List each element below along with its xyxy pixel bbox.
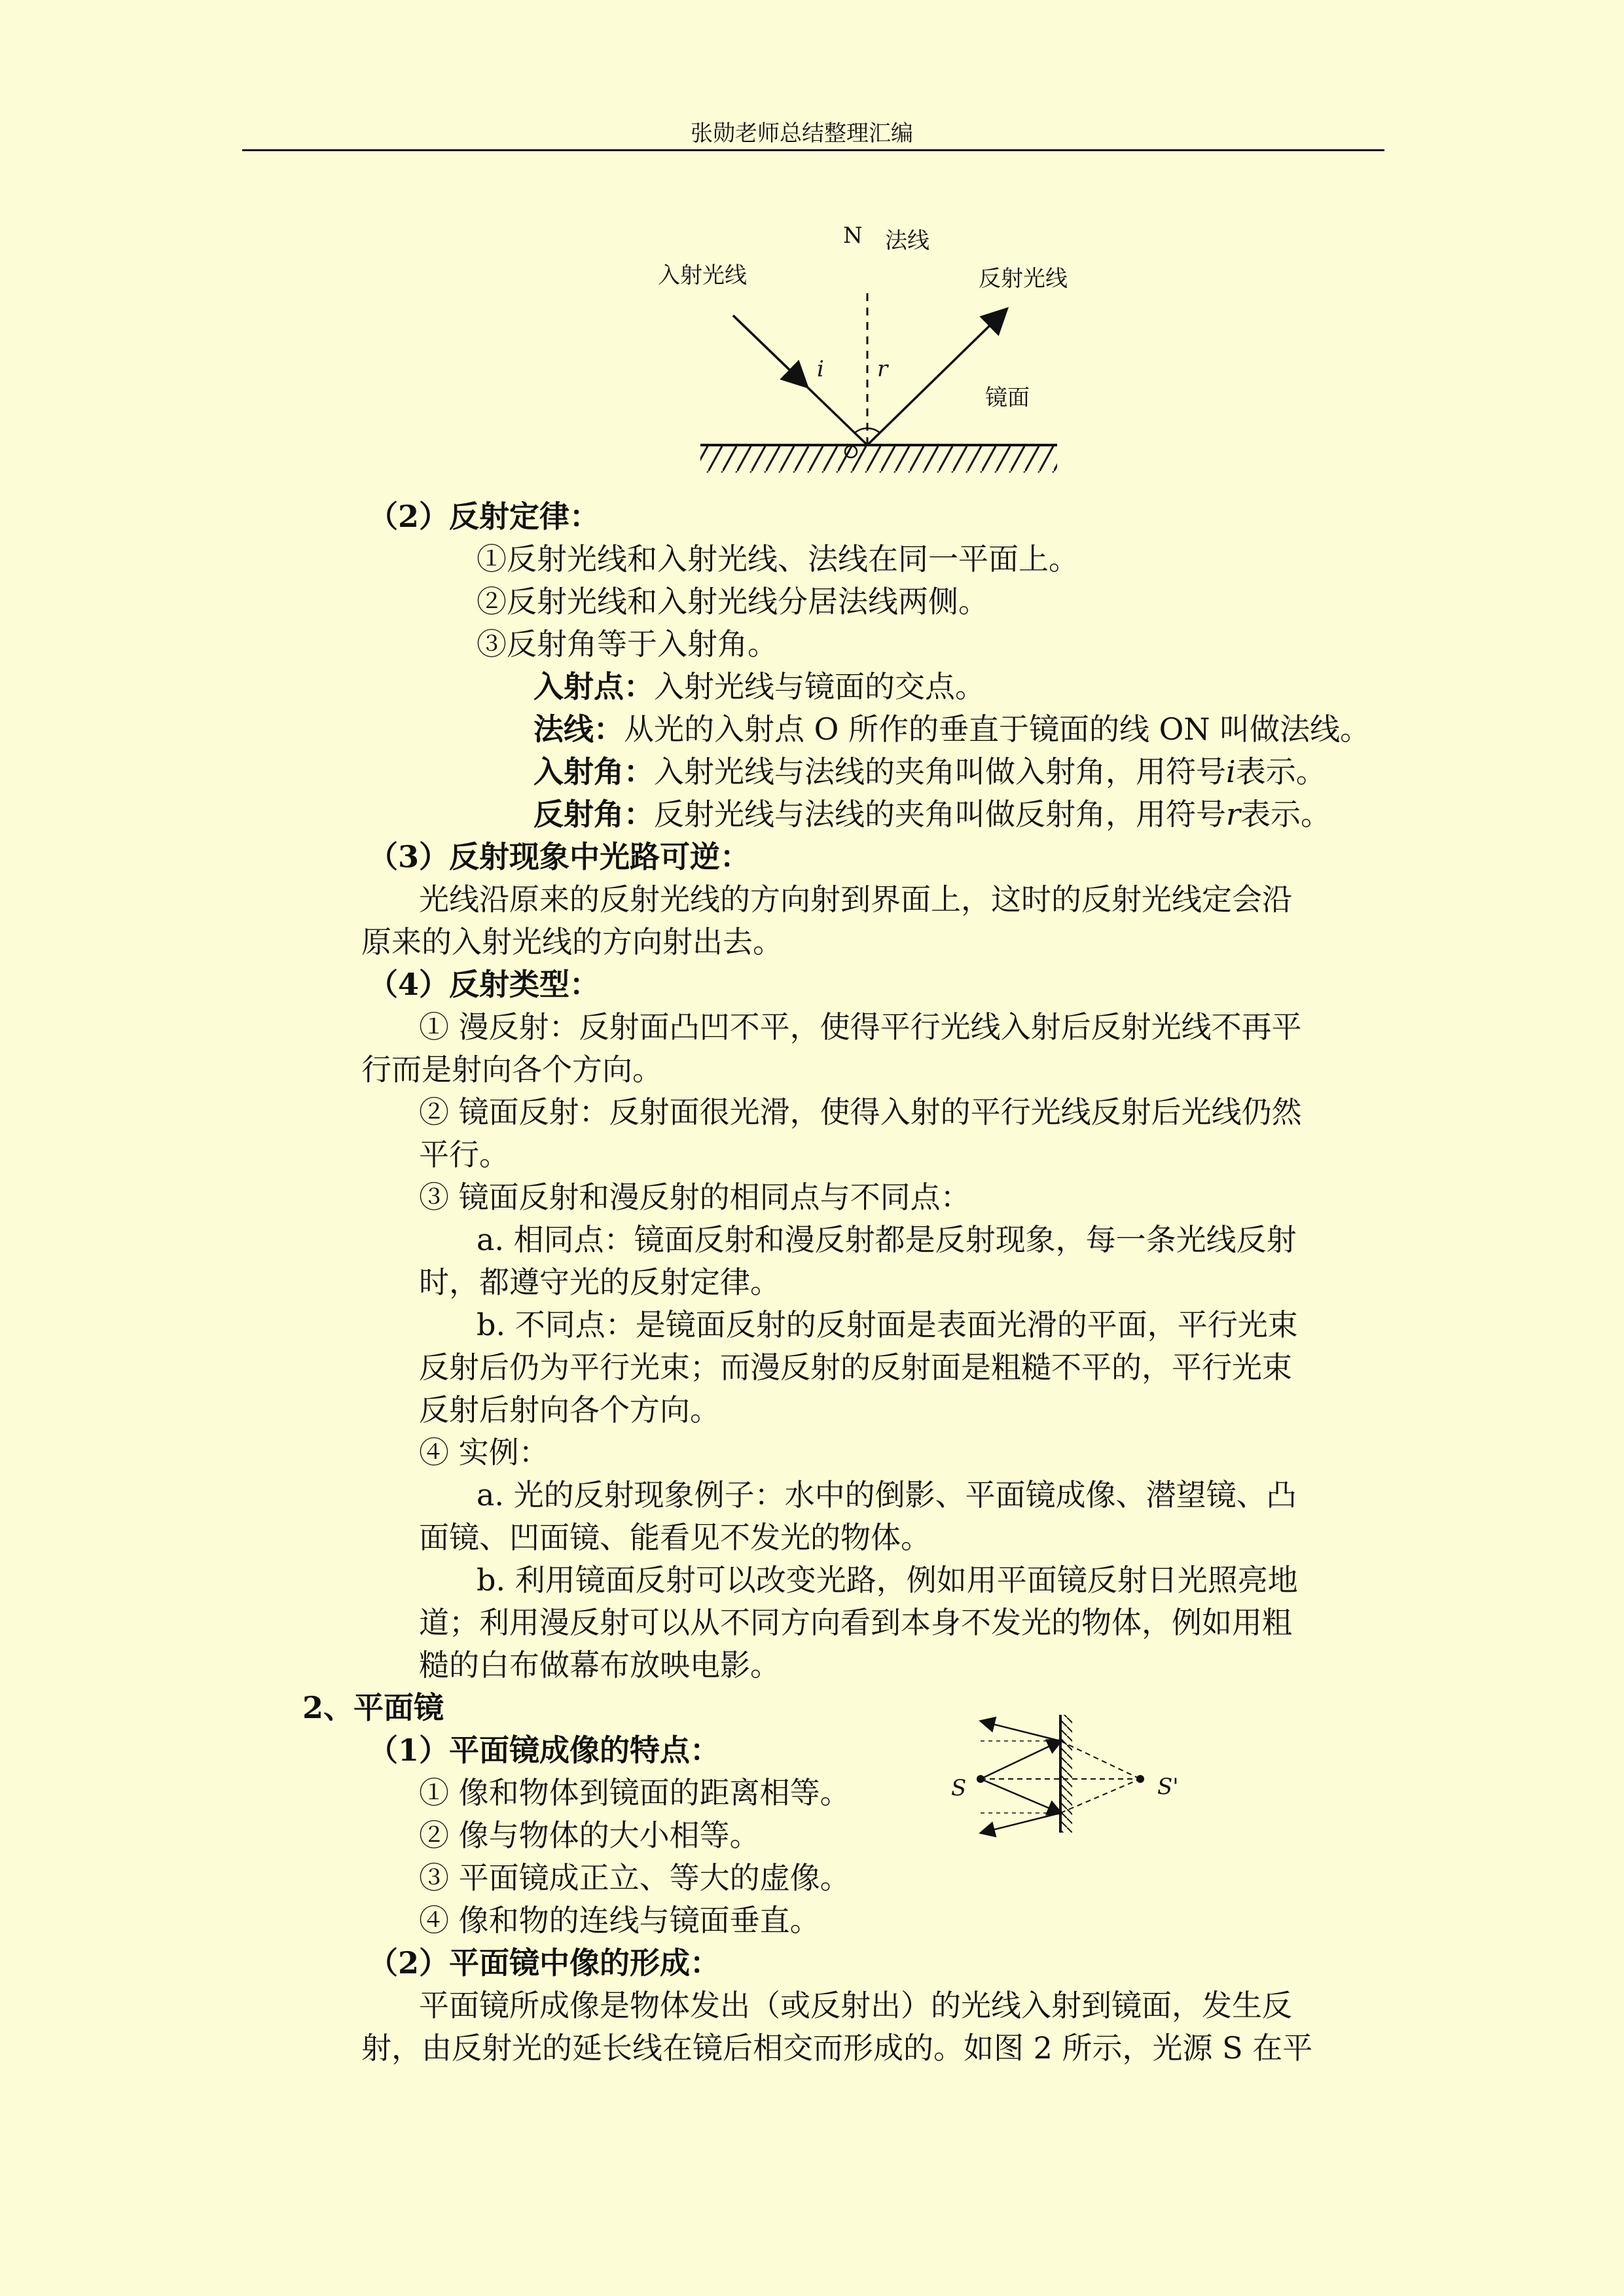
incident-ray-label: 入射光线 bbox=[658, 262, 747, 289]
angle-arc bbox=[854, 428, 880, 433]
extension-bottom bbox=[1060, 1779, 1140, 1813]
feature-4: ④ 像和物的连线与镜面垂直。 bbox=[419, 1903, 820, 1938]
mirror-label: 镜面 bbox=[985, 385, 1030, 411]
plane-mirror-line-1: 平面镜所成像是物体发出（或反射出）的光线入射到镜面，发生反 bbox=[419, 1988, 1292, 2023]
normal-label: N bbox=[843, 223, 863, 249]
law-2: ②反射光线和入射光线分居法线两侧。 bbox=[477, 584, 988, 619]
sec4-line: 道；利用漫反射可以从不同方向看到本身不发光的物体，例如用粗 bbox=[419, 1605, 1292, 1640]
angle-r-label: r bbox=[877, 356, 888, 382]
ray-out-top bbox=[982, 1721, 1060, 1741]
sec4-line: 糙的白布做幕布放映电影。 bbox=[419, 1647, 780, 1683]
ray-in-bottom bbox=[981, 1779, 1060, 1813]
reflected-ray-label: 反射光线 bbox=[979, 266, 1068, 292]
header-rule bbox=[242, 149, 1384, 151]
angle-i-label: i bbox=[817, 356, 824, 382]
sec4-line: ④ 实例： bbox=[419, 1435, 549, 1470]
sec4-line: 平行。 bbox=[419, 1137, 509, 1172]
law-3: ③反射角等于入射角。 bbox=[477, 626, 778, 662]
feature-2: ② 像与物体的大小相等。 bbox=[419, 1818, 760, 1853]
plane-mirror-diagram bbox=[975, 1708, 1159, 1839]
image-point bbox=[1136, 1775, 1144, 1783]
source-label: S bbox=[951, 1775, 967, 1801]
plane-mirror-hatch bbox=[1062, 1715, 1072, 1833]
def-reflection-angle: 反射角：反射光线与法线的夹角叫做反射角，用符号r表示。 bbox=[533, 797, 1331, 832]
normal-text: 法线 bbox=[885, 228, 929, 254]
plane-mirror-heading: 2、平面镜 bbox=[302, 1690, 444, 1725]
plane-mirror-line-2: 射，由反射光的延长线在镜后相交而形成的。如图 2 所示，光源 S 在平 bbox=[361, 2030, 1313, 2066]
sec4-line: ① 漫反射：反射面凸凹不平，使得平行光线入射后反射光线不再平 bbox=[419, 1009, 1302, 1045]
section-2-heading: （2）反射定律： bbox=[368, 499, 600, 534]
section-3-heading: （3）反射现象中光路可逆： bbox=[368, 839, 751, 874]
page-header-title: 张勋老师总结整理汇编 bbox=[691, 120, 913, 147]
ray-out-bottom bbox=[982, 1813, 1060, 1833]
reflected-ray bbox=[867, 311, 1005, 445]
sec4-line: ③ 镜面反射和漫反射的相同点与不同点： bbox=[419, 1179, 971, 1215]
sec4-line: 行而是射向各个方向。 bbox=[361, 1052, 662, 1087]
law-1: ①反射光线和入射光线、法线在同一平面上。 bbox=[477, 541, 1079, 577]
sec4-line: a. 光的反射现象例子：水中的倒影、平面镜成像、潜望镜、凸 bbox=[477, 1477, 1297, 1513]
source-point bbox=[977, 1775, 984, 1783]
incident-arrow bbox=[733, 315, 805, 385]
section-4-heading: （4）反射类型： bbox=[368, 967, 600, 1002]
plane-mirror-sub2: （2）平面镜中像的形成： bbox=[368, 1945, 721, 1981]
sec4-line: 时，都遵守光的反射定律。 bbox=[419, 1265, 780, 1300]
image-label: S' bbox=[1157, 1774, 1179, 1800]
ray-in-top bbox=[981, 1741, 1060, 1779]
def-incident-angle: 入射角：入射光线与法线的夹角叫做入射角，用符号i表示。 bbox=[533, 754, 1326, 789]
sec4-line: b. 利用镜面反射可以改变光路，例如用平面镜反射日光照亮地 bbox=[477, 1562, 1298, 1598]
def-normal: 法线：从光的入射点 O 所作的垂直于镜面的线 ON 叫做法线。 bbox=[533, 711, 1371, 747]
sec4-line: a. 相同点：镜面反射和漫反射都是反射现象，每一条光线反射 bbox=[477, 1222, 1297, 1257]
plane-mirror-sub1: （1）平面镜成像的特点： bbox=[368, 1732, 721, 1768]
section-3-line-2: 原来的入射光线的方向射出去。 bbox=[361, 924, 783, 960]
extension-top bbox=[1060, 1741, 1140, 1779]
sec4-line: b. 不同点：是镜面反射的反射面是表面光滑的平面，平行光束 bbox=[477, 1307, 1298, 1342]
sec4-line: 反射后仍为平行光束；而漫反射的反射面是粗糙不平的，平行光束 bbox=[419, 1350, 1292, 1385]
mirror-hatch bbox=[700, 446, 1057, 473]
def-incident-point: 入射点：入射光线与镜面的交点。 bbox=[533, 669, 985, 704]
feature-3: ③ 平面镜成正立、等大的虚像。 bbox=[419, 1860, 850, 1895]
feature-1: ① 像和物体到镜面的距离相等。 bbox=[419, 1775, 850, 1810]
section-3-line-1: 光线沿原来的反射光线的方向射到界面上，这时的反射光线定会沿 bbox=[419, 882, 1292, 917]
sec4-line: 面镜、凹面镜、能看见不发光的物体。 bbox=[419, 1520, 931, 1555]
sec4-line: ② 镜面反射：反射面很光滑，使得入射的平行光线反射后光线仍然 bbox=[419, 1094, 1302, 1130]
sec4-line: 反射后射向各个方向。 bbox=[419, 1392, 720, 1427]
